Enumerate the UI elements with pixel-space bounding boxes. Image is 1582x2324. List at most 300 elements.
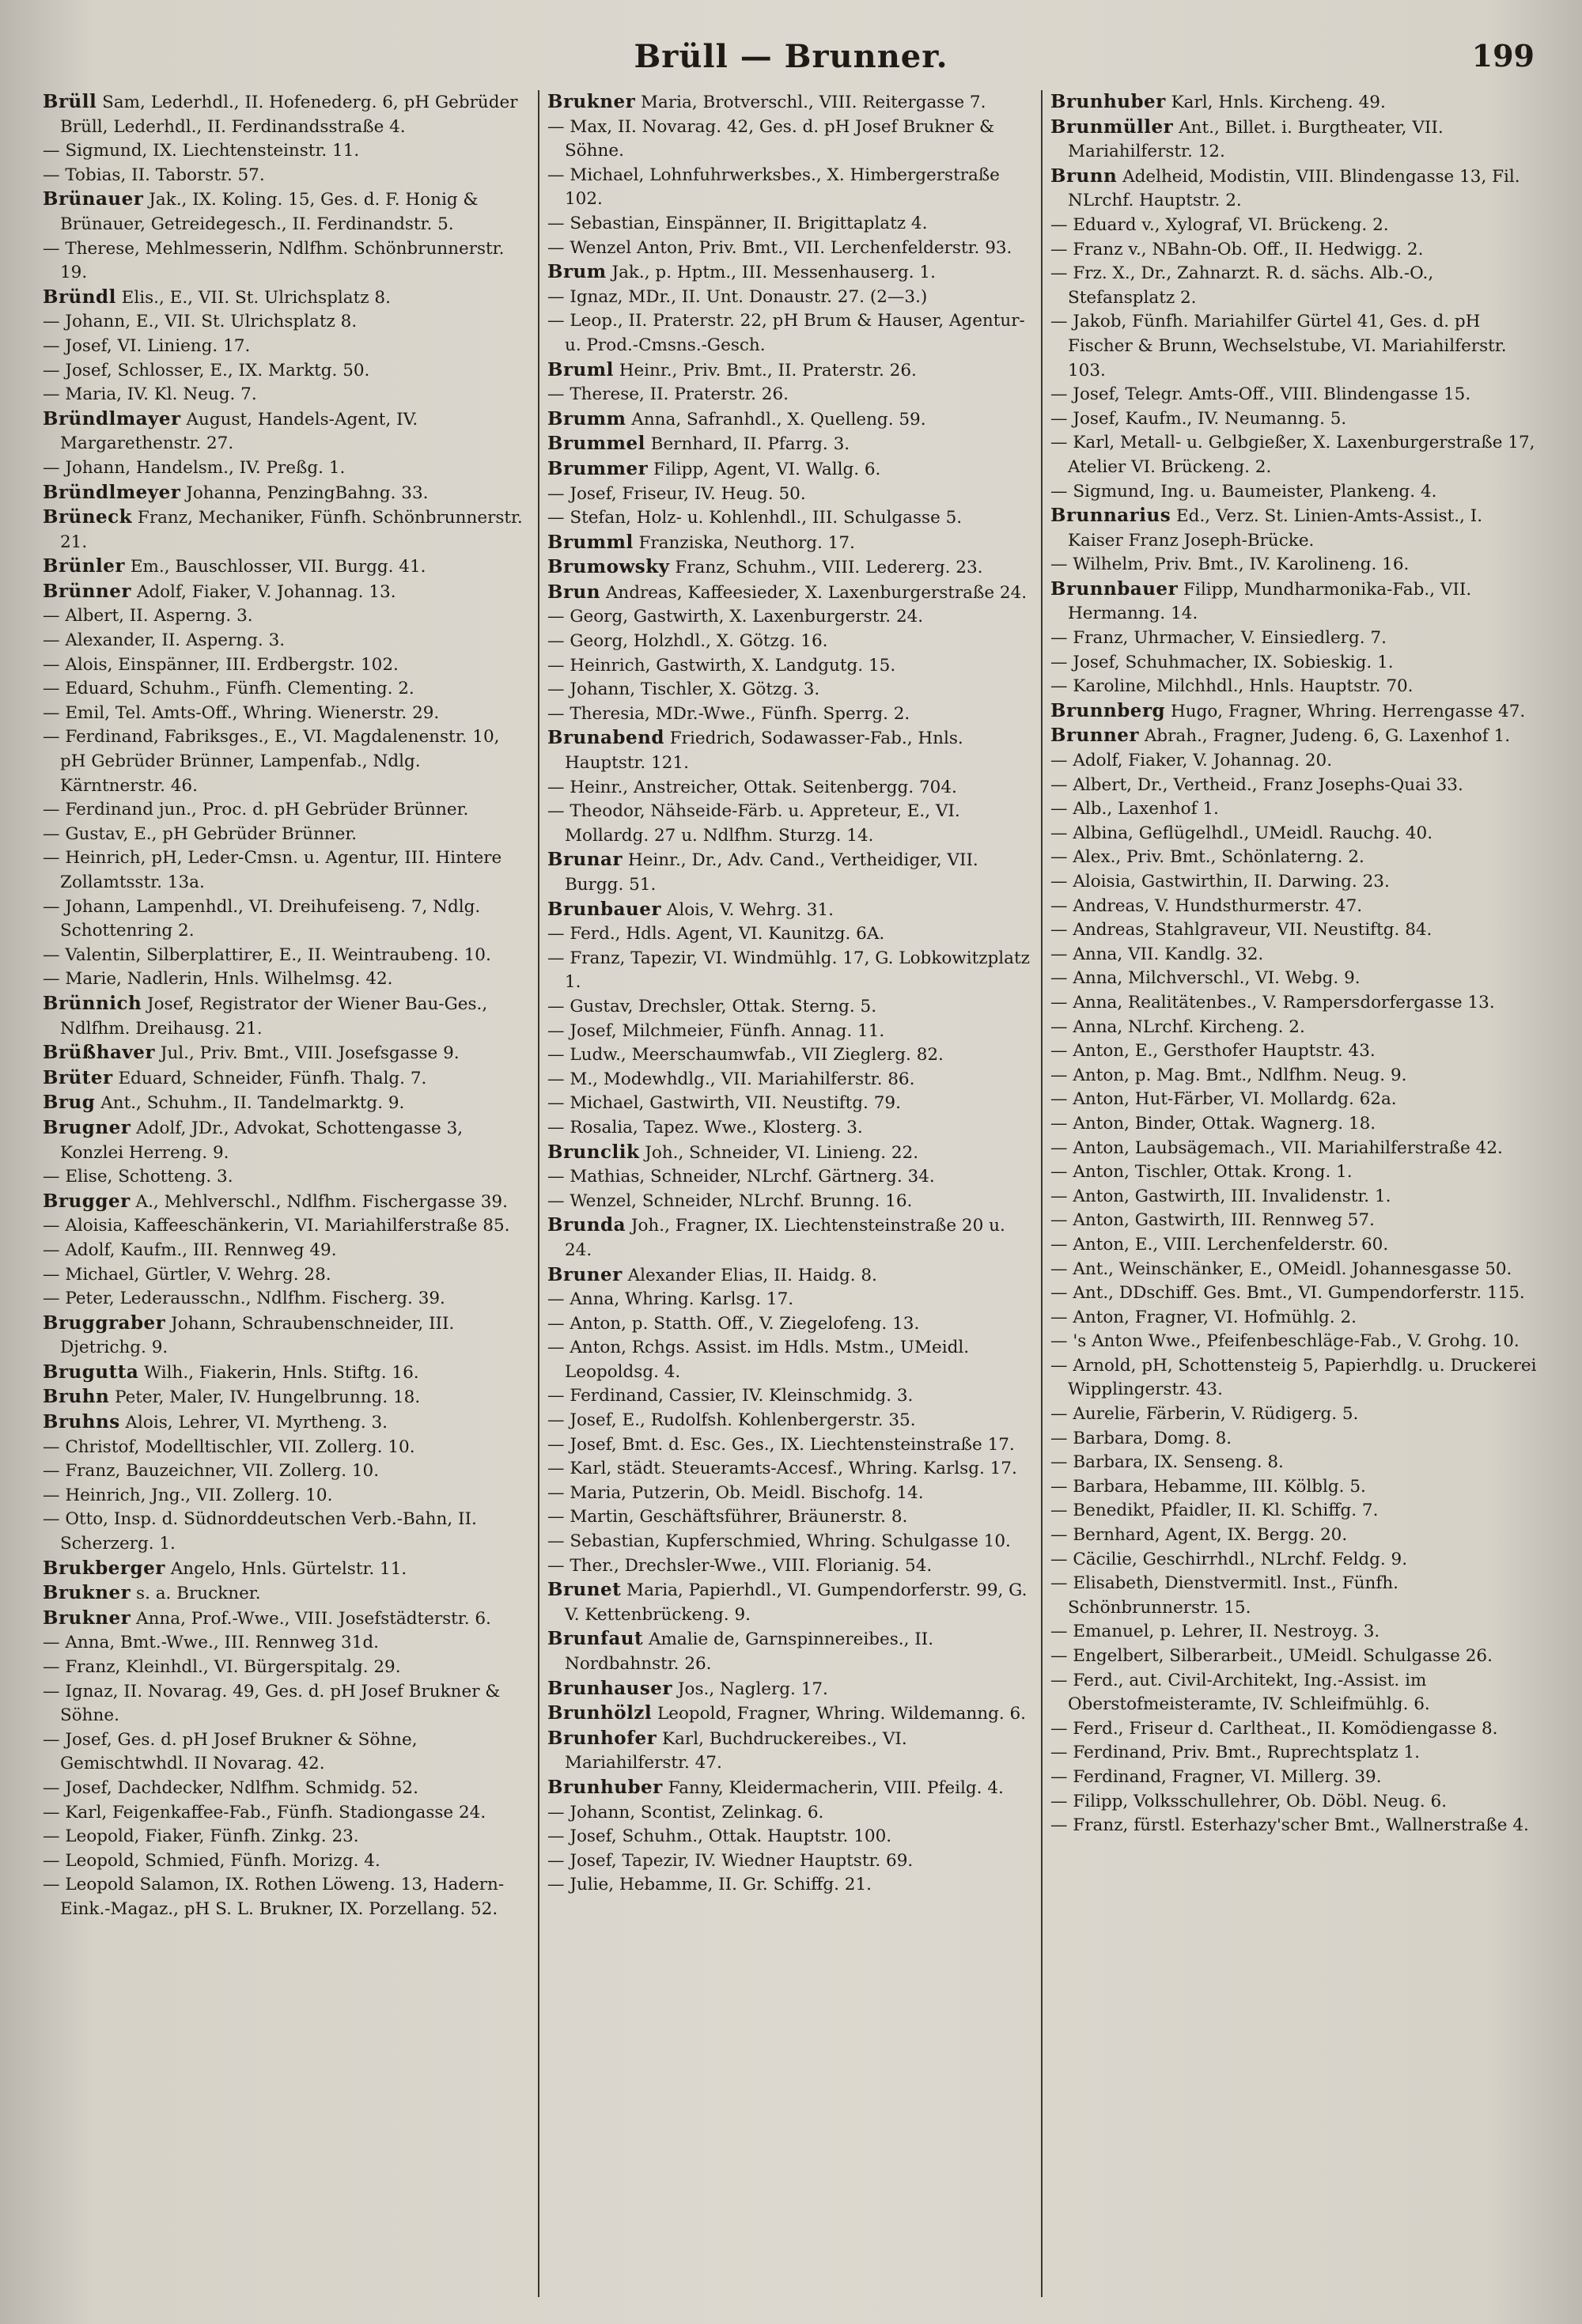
entry-text: — Anton, Hut-Färber, VI. Mollardg. 62a.	[1050, 1089, 1397, 1110]
directory-entry-head	[547, 432, 1033, 457]
entry-surname: Brukner	[43, 1607, 131, 1629]
directory-entry-head	[547, 407, 1033, 433]
entry-text: — Barbara, IX. Senseng. 8.	[1050, 1452, 1284, 1473]
entry-text: — Maria, IV. Kl. Neug. 7.	[43, 384, 257, 405]
page-header	[0, 38, 1582, 85]
directory-entry	[1050, 1185, 1539, 1209]
entry-text: Joh., Fragner, IX. Liechtensteinstraße 20 u. 24.	[565, 1216, 1005, 1260]
directory-entry	[43, 725, 530, 798]
entry-text: — Elisabeth, Dienstvermitl. Inst., Fünfh. Schönbrunnerstr. 15.	[1050, 1573, 1398, 1618]
entry-text: — Anton, Tischler, Ottak. Krong. 1.	[1050, 1162, 1353, 1183]
directory-entry-head	[547, 1701, 1033, 1727]
directory-entry-head	[547, 358, 1033, 384]
directory-entry	[547, 1433, 1033, 1458]
entry-text: — Anton, p. Statth. Off., V. Ziegelofeng. 13.	[547, 1313, 920, 1334]
entry-text: Friedrich, Sodawasser-Fab., Hnls. Hauptstr. 121.	[565, 729, 963, 774]
entry-text: — Emanuel, p. Lehrer, II. Nestroyg. 3.	[1050, 1622, 1380, 1642]
entry-text: — Ther., Drechsler-Wwe., VIII. Florianig. 54.	[547, 1555, 933, 1576]
directory-entry	[1050, 1766, 1539, 1790]
directory-entry	[43, 1263, 530, 1288]
directory-entry	[43, 1777, 530, 1801]
entry-surname: Brunn	[1050, 165, 1118, 187]
directory-entry	[1050, 1499, 1539, 1523]
entry-text: Maria, Brotverschl., VIII. Reitergasse 7.	[635, 93, 986, 112]
directory-entry-head	[43, 1607, 530, 1632]
directory-entry	[547, 115, 1033, 164]
directory-entry	[1050, 1209, 1539, 1233]
entry-surname: Bruggraber	[43, 1312, 166, 1334]
directory-entry	[43, 237, 530, 286]
entry-surname: Brunda	[547, 1214, 626, 1236]
directory-entry-head	[43, 1091, 530, 1116]
entry-text: — Anna, NLrchf. Kircheng. 2.	[1050, 1016, 1305, 1037]
entry-text: — Tobias, II. Taborstr. 57.	[43, 165, 265, 185]
directory-entry-head	[547, 1776, 1033, 1801]
directory-entry	[1050, 310, 1539, 383]
directory-entry	[1050, 626, 1539, 651]
directory-entry	[547, 483, 1033, 507]
directory-entry-head	[43, 1581, 530, 1607]
directory-entry	[547, 1825, 1033, 1849]
entry-text: — Michael, Gürtler, V. Wehrg. 28.	[43, 1264, 331, 1285]
entry-text: Fanny, Kleidermacherin, VIII. Pfeilg. 4.	[662, 1777, 1004, 1798]
entry-surname: Brunet	[547, 1579, 622, 1601]
entry-text: — Theresia, MDr.-Wwe., Fünfh. Sperrg. 2.	[547, 703, 910, 724]
entry-surname: Brumowsky	[547, 556, 670, 578]
directory-entry-head	[547, 260, 1033, 286]
directory-entry	[1050, 1233, 1539, 1258]
directory-entry-head	[547, 1213, 1033, 1262]
directory-entry	[43, 1656, 530, 1680]
entry-surname: Brunnbauer	[1050, 577, 1179, 600]
directory-entry	[43, 1214, 530, 1239]
directory-entry	[43, 1680, 530, 1728]
entry-text: — Heinrich, Jng., VII. Zollerg. 10.	[43, 1485, 333, 1505]
entry-text: — Heinr., Anstreicher, Ottak. Seitenbergg. 704.	[547, 777, 957, 797]
entry-text: Adolf, JDr., Advokat, Schottengasse 3, Konzlei Herreng. 9.	[60, 1118, 464, 1163]
entry-surname: Brunabend	[547, 727, 664, 749]
entry-surname: Brunmüller	[1050, 115, 1174, 138]
entry-surname: Brunar	[547, 849, 623, 871]
directory-entry	[1050, 1523, 1539, 1548]
directory-entry	[1050, 797, 1539, 822]
directory-entry	[1050, 870, 1539, 895]
entry-surname: Bründlmayer	[43, 407, 181, 430]
running-head: Brüll — Brunner.	[634, 38, 948, 75]
directory-entry	[1050, 967, 1539, 991]
entry-text: — Martin, Geschäftsführer, Bräunerstr. 8.	[547, 1507, 908, 1527]
entry-text: Jak., p. Hptm., III. Messenhauserg. 1.	[606, 263, 936, 283]
entry-text: Johann, Schraubenschneider, III. Djetrichg. 9.	[60, 1313, 455, 1358]
entry-surname: Brugutta	[43, 1361, 139, 1383]
entry-text: — Frz. X., Dr., Zahnarzt. R. d. sächs. Alb.-O., Stefansplatz 2.	[1050, 263, 1434, 308]
entry-text: — Rosalia, Tapez. Wwe., Klosterg. 3.	[547, 1117, 863, 1137]
directory-entry	[1050, 480, 1539, 505]
directory-entry	[547, 630, 1033, 654]
directory-entry-head	[43, 187, 530, 237]
entry-text: — Mathias, Schneider, NLrchf. Gärtnerg. 34.	[547, 1167, 935, 1187]
entry-text: — Georg, Gastwirth, X. Laxenburgerstr. 24.	[547, 607, 924, 627]
entry-text: — Leopold Salamon, IX. Rothen Löweng. 13, Hadern-Eink.-Magaz., pH S. L. Brukner, IX. Porzellang. 52.	[43, 1875, 505, 1919]
entry-text: — Elise, Schotteng. 3.	[43, 1167, 233, 1187]
entry-surname: Brünauer	[43, 188, 144, 210]
entry-surname: Bruml	[547, 358, 614, 380]
entry-text: — Ferdinand, Fragner, VI. Millerg. 39.	[1050, 1766, 1382, 1787]
entry-text: Ant., Billet. i. Burgtheater, VII. Mariahilferstr. 12.	[1068, 117, 1444, 162]
directory-entry	[1050, 383, 1539, 407]
directory-entry	[1050, 1354, 1539, 1402]
directory-entry-head	[547, 726, 1033, 775]
entry-text: — Josef, Dachdecker, Ndlfhm. Schmidg. 52.	[43, 1777, 418, 1798]
entry-text: — Ludw., Meerschaumwfab., VII Zieglerg. 82.	[547, 1045, 944, 1065]
entry-text: Alexander Elias, II. Haidg. 8.	[622, 1265, 877, 1285]
entry-text: — Josef, Schuhm., Ottak. Hauptstr. 100.	[547, 1826, 892, 1847]
column-3	[1041, 90, 1547, 2297]
entry-surname: Brunhauser	[547, 1677, 673, 1699]
entry-text: — Gustav, Drechsler, Ottak. Sterng. 5.	[547, 996, 877, 1016]
entry-text: — Sigmund, Ing. u. Baumeister, Plankeng. 4.	[1050, 481, 1437, 502]
entry-surname: Brunclik	[547, 1141, 640, 1163]
entry-text: — Barbara, Hebamme, III. Kölblg. 5.	[1050, 1476, 1366, 1497]
directory-entry-head	[547, 1677, 1033, 1702]
entry-text: — Leopold, Schmied, Fünfh. Morizg. 4.	[43, 1850, 380, 1871]
directory-entry	[1050, 1620, 1539, 1645]
directory-entry	[1050, 1258, 1539, 1282]
directory-entry-head	[43, 1361, 530, 1386]
directory-entry	[547, 1505, 1033, 1530]
entry-text: Joh., Schneider, VI. Linieng. 22.	[639, 1142, 919, 1163]
entry-surname: Brug	[43, 1092, 96, 1114]
entry-text: — Stefan, Holz- u. Kohlenhdl., III. Schulgasse 5.	[547, 508, 963, 528]
entry-text: — Anna, VII. Kandlg. 32.	[1050, 944, 1264, 964]
directory-entry	[1050, 1039, 1539, 1064]
entry-text: — Alex., Priv. Bmt., Schönlaterng. 2.	[1050, 847, 1364, 868]
entry-text: — Sebastian, Kupferschmied, Whring. Schulgasse 10.	[547, 1531, 1011, 1552]
entry-text: Abrah., Fragner, Judeng. 6, G. Laxenhof 1.	[1138, 726, 1511, 747]
entry-text: — Josef, Tapezir, IV. Wiedner Hauptstr. 69.	[547, 1850, 914, 1871]
directory-entry	[547, 309, 1033, 358]
entry-text: — Julie, Hebamme, II. Gr. Schiffg. 21.	[547, 1875, 872, 1895]
directory-entry	[43, 456, 530, 481]
entry-text: Karl, Buchdruckereibes., VI. Mariahilferstr. 47.	[565, 1728, 907, 1773]
directory-entry	[1050, 1306, 1539, 1330]
entry-text: Franz, Mechaniker, Fünfh. Schönbrunnerstr. 21.	[60, 508, 523, 552]
directory-entry-head	[43, 407, 530, 456]
entry-surname: Brunnarius	[1050, 505, 1171, 527]
directory-entry-head	[43, 286, 530, 311]
directory-entry	[43, 1801, 530, 1826]
entry-text: Franziska, Neuthorg. 17.	[633, 532, 855, 553]
directory-entry	[43, 1508, 530, 1556]
directory-entry	[547, 922, 1033, 947]
entry-text: Adelheid, Modistin, VIII. Blindengasse 13, Fil. NLrchf. Hauptstr. 2.	[1068, 166, 1520, 211]
directory-entry	[1050, 822, 1539, 846]
directory-entry	[547, 995, 1033, 1020]
directory-entry	[1050, 918, 1539, 943]
entry-text: — Ignaz, II. Novarag. 49, Ges. d. pH Josef Brukner & Söhne.	[43, 1681, 501, 1726]
entry-surname: Brumml	[547, 531, 634, 553]
entry-text: — Therese, Mehlmesserin, Ndlfhm. Schönbrunnerstr. 19.	[43, 238, 505, 283]
entry-surname: Brünler	[43, 555, 125, 577]
entry-text: — Heinrich, Gastwirth, X. Landgutg. 15.	[547, 655, 896, 676]
directory-entry	[547, 1457, 1033, 1482]
entry-text: — Anton, Fragner, VI. Hofmühlg. 2.	[1050, 1307, 1357, 1327]
directory-entry	[547, 506, 1033, 531]
entry-text: — Andreas, Stahlgraveur, VII. Neustiftg. 84.	[1050, 920, 1433, 941]
entry-text: — Cäcilie, Geschirrhdl., NLrchf. Feldg. 9.	[1050, 1549, 1408, 1569]
directory-entry	[1050, 1112, 1539, 1137]
directory-entry	[43, 335, 530, 359]
directory-entry	[1050, 1137, 1539, 1161]
entry-text: — Leop., II. Praterstr. 22, pH Brum & Hauser, Agentur- u. Prod.-Cmsns.-Gesch.	[547, 311, 1025, 355]
entry-text: — Leopold, Fiaker, Fünfh. Zinkg. 23.	[43, 1826, 359, 1847]
entry-text: — Franz, fürstl. Esterhazy'scher Bmt., Wallnerstraße 4.	[1050, 1815, 1529, 1836]
entry-text: — Adolf, Fiaker, V. Johannag. 20.	[1050, 751, 1333, 771]
entry-text: Jul., Priv. Bmt., VIII. Josefsgasse 9.	[155, 1043, 460, 1064]
entry-surname: Brummel	[547, 433, 645, 455]
entry-text: — Ferd., Friseur d. Carltheat., II. Komödiengasse 8.	[1050, 1718, 1498, 1739]
entry-surname: Brunhuber	[1050, 91, 1166, 112]
entry-surname: Brunnberg	[1050, 699, 1166, 721]
entry-text: — Ferd., Hdls. Agent, VI. Kaunitzg. 6A.	[547, 924, 885, 944]
directory-entry	[547, 1312, 1033, 1337]
directory-entry	[547, 1068, 1033, 1092]
directory-entry	[1050, 774, 1539, 798]
entry-surname: Brunfaut	[547, 1628, 644, 1650]
entry-text: — Ant., DDschiff. Ges. Bmt., VI. Gumpendorferstr. 115.	[1050, 1283, 1525, 1304]
directory-entry-head	[43, 1190, 530, 1215]
entry-text: — Franz v., NBahn-Ob. Off., II. Hedwigg. 2.	[1050, 239, 1424, 259]
entry-text: — Wilhelm, Priv. Bmt., IV. Karolineng. 16.	[1050, 555, 1410, 575]
directory-entry	[547, 164, 1033, 212]
entry-text: — Ferdinand, Cassier, IV. Kleinschmidg. 3.	[547, 1386, 914, 1406]
entry-text: — Alexander, II. Asperng. 3.	[43, 630, 286, 651]
entry-text: — Josef, VI. Linieng. 17.	[43, 335, 251, 356]
entry-text: Elis., E., VII. St. Ulrichsplatz 8.	[115, 287, 391, 308]
entry-surname: Brugner	[43, 1116, 131, 1138]
directory-entry	[1050, 846, 1539, 870]
entry-surname: Bruner	[547, 1263, 623, 1285]
directory-entry	[43, 383, 530, 407]
directory-entry-head	[547, 1727, 1033, 1776]
entry-text: — Ignaz, MDr., II. Unt. Donaustr. 27. (2—3.)	[547, 286, 928, 307]
directory-entry	[1050, 1427, 1539, 1452]
entry-text: Andreas, Kaffeesieder, X. Laxenburgerstraße 24.	[600, 582, 1028, 603]
entry-surname: Brunhofer	[547, 1727, 657, 1749]
entry-text: — Johann, Scontist, Zelinkag. 6.	[547, 1802, 824, 1822]
entry-text: Franz, Schuhm., VIII. Ledererg. 23.	[669, 558, 983, 578]
directory-entry-head	[43, 580, 530, 605]
directory-entry	[547, 1409, 1033, 1433]
directory-entry	[1050, 943, 1539, 967]
directory-entry-head	[43, 1312, 530, 1361]
entry-text: Heinr., Priv. Bmt., II. Praterstr. 26.	[613, 360, 917, 380]
entry-text: — Johann, E., VII. St. Ulrichsplatz 8.	[43, 312, 358, 332]
directory-entry	[1050, 1717, 1539, 1742]
directory-entry	[547, 237, 1033, 261]
entry-text: — Josef, E., Rudolfsh. Kohlenbergerstr. 35.	[547, 1410, 916, 1431]
entry-text: Angelo, Hnls. Gürtelstr. 11.	[165, 1558, 407, 1579]
entry-text: — Maria, Putzerin, Ob. Meidl. Bischofg. 14.	[547, 1482, 924, 1503]
entry-text: — Franz, Tapezir, VI. Windmühlg. 17, G. Lobkowitzplatz 1.	[547, 948, 1030, 993]
entry-text: — Ferdinand jun., Proc. d. pH Gebrüder Brünner.	[43, 800, 469, 820]
directory-entry	[43, 1728, 530, 1777]
directory-entry	[1050, 1402, 1539, 1427]
entry-surname: Bruhns	[43, 1411, 120, 1433]
entry-text: — Valentin, Silberplattirer, E., II. Weintraubeng. 10.	[43, 944, 491, 965]
entry-text: — Johann, Lampenhdl., VI. Dreihufeiseng. 7, Ndlg. Schottenring 2.	[43, 896, 481, 941]
entry-surname: Brüneck	[43, 506, 133, 528]
entry-text: — Bernhard, Agent, IX. Bergg. 20.	[1050, 1525, 1348, 1546]
directory-entry-head	[43, 1066, 530, 1092]
directory-entry-head	[547, 848, 1033, 897]
directory-entry	[547, 1384, 1033, 1409]
entry-text: — Aurelie, Färberin, V. Rüdigerg. 5.	[1050, 1404, 1359, 1425]
entry-text: — Theodor, Nähseide-Färb. u. Appreteur, E., VI. Mollardg. 27 u. Ndlfhm. Sturzg. 14.	[547, 801, 960, 846]
directory-entry	[547, 947, 1033, 995]
entry-text: — Anna, Whring. Karlsg. 17.	[547, 1289, 794, 1310]
entry-text: — Sigmund, IX. Liechtensteinstr. 11.	[43, 141, 360, 161]
directory-entry-head	[43, 1410, 530, 1436]
entry-surname: Brumm	[547, 407, 626, 430]
directory-entry	[547, 678, 1033, 702]
directory-entry-head	[547, 1263, 1033, 1289]
entry-text: Wilh., Fiakerin, Hnls. Stiftg. 16.	[138, 1362, 419, 1383]
directory-entry	[1050, 1088, 1539, 1112]
directory-entry	[1050, 1330, 1539, 1354]
entry-surname: Brunhölzl	[547, 1702, 653, 1724]
entry-surname: Brun	[547, 581, 601, 603]
entry-text: Alois, Lehrer, VI. Myrtheng. 3.	[119, 1413, 388, 1433]
directory-entry	[1050, 1814, 1539, 1838]
entry-text: — Benedikt, Pfaidler, II. Kl. Schiffg. 7.	[1050, 1501, 1379, 1521]
directory-entry	[1050, 407, 1539, 432]
entry-text: — Peter, Lederausschn., Ndlfhm. Fischerg. 39.	[43, 1289, 445, 1309]
entry-text: Anna, Safranhdl., X. Quelleng. 59.	[626, 409, 926, 430]
directory-entry-head	[1050, 724, 1539, 749]
directory-entry	[547, 1554, 1033, 1579]
directory-entry	[1050, 553, 1539, 577]
directory-entry	[1050, 238, 1539, 263]
directory-entry	[1050, 1064, 1539, 1088]
entry-surname: Bründlmeyer	[43, 481, 181, 503]
directory-entry-head	[43, 1116, 530, 1165]
directory-entry	[547, 800, 1033, 848]
entry-text: — Josef, Friseur, IV. Heug. 50.	[547, 483, 806, 504]
entry-surname: Brüter	[43, 1066, 113, 1088]
directory-entry	[547, 1043, 1033, 1068]
directory-entry	[43, 653, 530, 678]
entry-text: Em., Bauschlosser, VII. Burgg. 41.	[125, 557, 426, 577]
entry-text: — Alb., Laxenhof 1.	[1050, 799, 1219, 819]
directory-entry	[1050, 1160, 1539, 1185]
entry-text: Adolf, Fiaker, V. Johannag. 13.	[131, 581, 396, 602]
directory-entry	[547, 383, 1033, 407]
entry-text: — Wenzel, Schneider, NLrchf. Brunng. 16.	[547, 1190, 913, 1211]
entry-text: — Eduard, Schuhm., Fünfh. Clementing. 2.	[43, 679, 414, 699]
directory-entry	[1050, 214, 1539, 238]
entry-surname: Brum	[547, 261, 607, 283]
entry-text: — Anton, E., VIII. Lerchenfelderstr. 60.	[1050, 1234, 1389, 1255]
page-number: 199	[1471, 38, 1535, 74]
entry-surname: Brünnich	[43, 992, 142, 1014]
directory-entry	[1050, 262, 1539, 310]
directory-entry	[1050, 1572, 1539, 1620]
entry-text: — Anton, Laubsägemach., VII. Mariahilferstraße 42.	[1050, 1137, 1503, 1158]
entry-surname: Bruhn	[43, 1386, 110, 1408]
directory-entry	[547, 605, 1033, 630]
entry-text: Filipp, Mundharmonika-Fab., VII. Hermanng. 14.	[1068, 579, 1472, 624]
entry-text: — Max, II. Novarag. 42, Ges. d. pH Josef Brukner & Söhne.	[547, 116, 995, 161]
entry-text: Amalie de, Garnspinnereibes., II. Nordbahnstr. 26.	[565, 1629, 934, 1674]
directory-entry	[547, 702, 1033, 727]
directory-entry-head	[547, 581, 1033, 606]
directory-entry-head	[547, 898, 1033, 923]
directory-entry-head	[547, 555, 1033, 581]
entry-text: — Anna, Bmt.-Wwe., III. Rennweg 31d.	[43, 1633, 379, 1653]
entry-text: — Anna, Realitätenbes., V. Rampersdorfergasse 13.	[1050, 992, 1495, 1012]
entry-text: — Anton, Gastwirth, III. Rennweg 57.	[1050, 1210, 1375, 1231]
entry-text: — Johann, Tischler, X. Götzg. 3.	[547, 679, 820, 700]
column-1	[35, 90, 538, 2297]
directory-entry	[43, 1849, 530, 1874]
entry-text: Heinr., Dr., Adv. Cand., Vertheidiger, VII. Burgg. 51.	[565, 850, 978, 895]
directory-entry	[1050, 1451, 1539, 1475]
entry-text: Anna, Prof.-Wwe., VIII. Josefstädterstr. 6.	[131, 1608, 491, 1629]
directory-entry-head	[547, 1578, 1033, 1627]
entry-text: Sam, Lederhdl., II. Hofenederg. 6, pH Gebrüder Brüll, Lederhdl., II. Ferdinandsstraße 4.	[60, 93, 518, 137]
entry-surname: Brünner	[43, 580, 131, 602]
directory-entry	[43, 629, 530, 653]
directory-entry-head	[1050, 504, 1539, 553]
directory-entry-head	[547, 1141, 1033, 1166]
directory-entry	[1050, 1645, 1539, 1669]
entry-text: — Ferd., aut. Civil-Architekt, Ing.-Assist. im Oberstofmeisteramte, IV. Schleifmühlg. 6.	[1050, 1670, 1430, 1715]
directory-entry	[547, 776, 1033, 801]
entry-surname: Brukberger	[43, 1557, 165, 1579]
entry-text: — Wenzel Anton, Priv. Bmt., VII. Lerchenfelderstr. 93.	[547, 237, 1012, 258]
entry-text: — Johann, Handelsm., IV. Preßg. 1.	[43, 457, 346, 478]
entry-text: — Emil, Tel. Amts-Off., Whring. Wienerstr. 29.	[43, 702, 440, 723]
directory-entry	[1050, 895, 1539, 919]
entry-text: — Otto, Insp. d. Südnorddeutschen Verb.-Bahn, II. Scherzerg. 1.	[43, 1509, 477, 1554]
directory-entry	[43, 139, 530, 164]
entry-text: — Albina, Geflügelhdl., UMeidl. Rauchg. 40.	[1050, 823, 1433, 843]
directory-entry	[547, 1288, 1033, 1312]
entry-text: — Marie, Nadlerin, Hnls. Wilhelmsg. 42.	[43, 969, 393, 990]
directory-entry	[43, 164, 530, 188]
directory-entry-head	[43, 992, 530, 1041]
directory-entry	[547, 1092, 1033, 1116]
entry-text: Ed., Verz. St. Linien-Amts-Assist., I. Kaiser Franz Joseph-Brücke.	[1068, 506, 1483, 551]
entry-text: — Josef, Telegr. Amts-Off., VIII. Blindengasse 15.	[1050, 384, 1471, 405]
entry-text: — Therese, II. Praterstr. 26.	[547, 384, 789, 405]
entry-text: Josef, Registrator der Wiener Bau-Ges., Ndlfhm. Dreihausg. 21.	[60, 994, 488, 1039]
directory-entry	[43, 1459, 530, 1484]
entry-text: Ant., Schuhm., II. Tandelmarktg. 9.	[95, 1093, 405, 1114]
directory-entry	[43, 677, 530, 702]
directory-entry-head	[43, 555, 530, 580]
entry-text: — Georg, Holzhdl., X. Götzg. 16.	[547, 631, 828, 652]
directory-entry	[43, 895, 530, 944]
entry-text: s. a. Bruckner.	[131, 1584, 261, 1604]
directory-entry	[43, 1873, 530, 1921]
entry-surname: Brummer	[547, 457, 649, 479]
entry-text: — Christof, Modelltischler, VII. Zollerg. 10.	[43, 1436, 415, 1457]
entry-surname: Bründl	[43, 286, 116, 308]
directory-entry	[1050, 651, 1539, 676]
directory-entry-head	[547, 531, 1033, 556]
